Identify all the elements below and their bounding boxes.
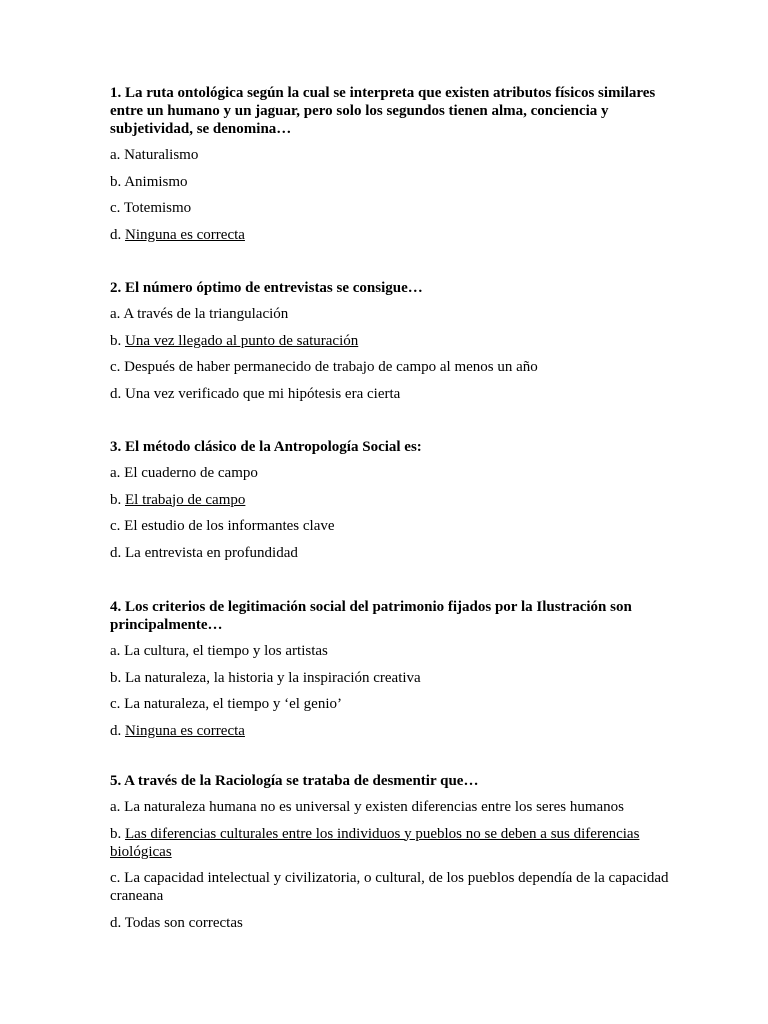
option-text: Totemismo bbox=[123, 200, 192, 216]
question-2 bbox=[110, 279, 538, 411]
question-3-option-d bbox=[110, 544, 422, 562]
question-4-option-a bbox=[110, 642, 670, 660]
question-3-option-c bbox=[110, 517, 422, 535]
option-text: Una vez verificado que mi hipótesis era cierta bbox=[125, 385, 401, 402]
question-1-option-d bbox=[110, 226, 670, 244]
correct-answer-text: Ninguna es correcta bbox=[125, 226, 245, 243]
option-text: La entrevista en profundidad bbox=[125, 544, 298, 561]
question-5-title: 5. A través de la Raciología se trataba de desmentir que… bbox=[110, 773, 479, 789]
question-3-option-b bbox=[110, 491, 422, 509]
option-prefix: d. bbox=[110, 385, 125, 402]
question-2-title: 2. El número óptimo de entrevistas se consigue… bbox=[110, 280, 423, 296]
option-prefix: a. bbox=[110, 643, 125, 659]
option-text: Después de haber permanecido de trabajo de campo al menos un año bbox=[124, 359, 538, 375]
question-4-option-b bbox=[110, 669, 670, 687]
option-text: La naturaleza, la historia y la inspiración creativa bbox=[125, 669, 421, 686]
question-1-title: 1. La ruta ontológica según la cual se interpreta que existen atributos físicos similares entre un humano y un jaguar, pero solo los segundos tienen alma, conciencia y subjetividad, se denomina… bbox=[110, 85, 656, 137]
option-prefix: b. bbox=[110, 669, 125, 686]
option-text: Naturalismo bbox=[124, 147, 199, 163]
question-2-option-b bbox=[110, 332, 538, 350]
option-prefix: b. bbox=[110, 332, 125, 349]
question-4 bbox=[110, 598, 670, 748]
option-text: La cultura, el tiempo y los artistas bbox=[124, 643, 328, 659]
option-prefix: d. bbox=[110, 914, 125, 931]
option-prefix: d. bbox=[110, 226, 125, 243]
option-text: Animismo bbox=[124, 173, 188, 190]
option-prefix: b. bbox=[110, 173, 125, 190]
question-4-option-d bbox=[110, 722, 670, 740]
option-text: La naturaleza, el tiempo y ‘el genio’ bbox=[124, 696, 342, 712]
question-2-option-a bbox=[110, 305, 538, 323]
correct-answer-text: Ninguna es correcta bbox=[125, 722, 245, 739]
question-2-option-c bbox=[110, 358, 538, 376]
option-prefix: d. bbox=[110, 544, 125, 561]
question-2-option-d bbox=[110, 385, 538, 403]
option-prefix: a. bbox=[110, 306, 124, 322]
question-3-option-a bbox=[110, 464, 422, 482]
option-prefix: b. bbox=[110, 491, 125, 508]
option-prefix: c. bbox=[110, 696, 125, 712]
correct-answer-text: Las diferencias culturales entre los individuos y pueblos no se deben a sus diferencias biológicas bbox=[110, 825, 640, 860]
question-5 bbox=[110, 772, 670, 940]
option-text: A través de la triangulación bbox=[123, 306, 289, 322]
option-prefix: a. bbox=[110, 799, 125, 815]
option-prefix: c. bbox=[110, 870, 125, 886]
question-5-option-d bbox=[110, 914, 670, 932]
option-text: El estudio de los informantes clave bbox=[124, 518, 335, 534]
question-1 bbox=[110, 84, 670, 252]
option-text: El cuaderno de campo bbox=[124, 465, 258, 481]
option-text: Todas son correctas bbox=[124, 914, 243, 931]
question-3-title: 3. El método clásico de la Antropología Social es: bbox=[110, 439, 422, 455]
option-prefix: a. bbox=[110, 465, 125, 481]
correct-answer-text: Una vez llegado al punto de saturación bbox=[125, 332, 359, 349]
question-3 bbox=[110, 438, 422, 570]
correct-answer-text: El trabajo de campo bbox=[125, 491, 246, 508]
question-5-option-c bbox=[110, 869, 670, 905]
option-prefix: b. bbox=[110, 825, 125, 842]
option-prefix: c. bbox=[110, 359, 125, 375]
question-5-option-a bbox=[110, 798, 670, 816]
option-prefix: c. bbox=[110, 518, 125, 534]
option-prefix: a. bbox=[110, 147, 125, 163]
question-1-option-c bbox=[110, 199, 670, 217]
option-prefix: d. bbox=[110, 722, 125, 739]
option-prefix: c. bbox=[110, 200, 124, 216]
question-1-option-b bbox=[110, 173, 670, 191]
question-1-option-a bbox=[110, 146, 670, 164]
option-text: La capacidad intelectual y civilizatoria, o cultural, de los pueblos dependía de la capacidad craneana bbox=[110, 870, 669, 904]
question-4-option-c bbox=[110, 695, 670, 713]
question-4-title: 4. Los criterios de legitimación social del patrimonio fijados por la Ilustración son principalmente… bbox=[110, 599, 632, 633]
option-text: La naturaleza humana no es universal y existen diferencias entre los seres humanos bbox=[124, 799, 624, 815]
question-5-option-b bbox=[110, 825, 670, 861]
